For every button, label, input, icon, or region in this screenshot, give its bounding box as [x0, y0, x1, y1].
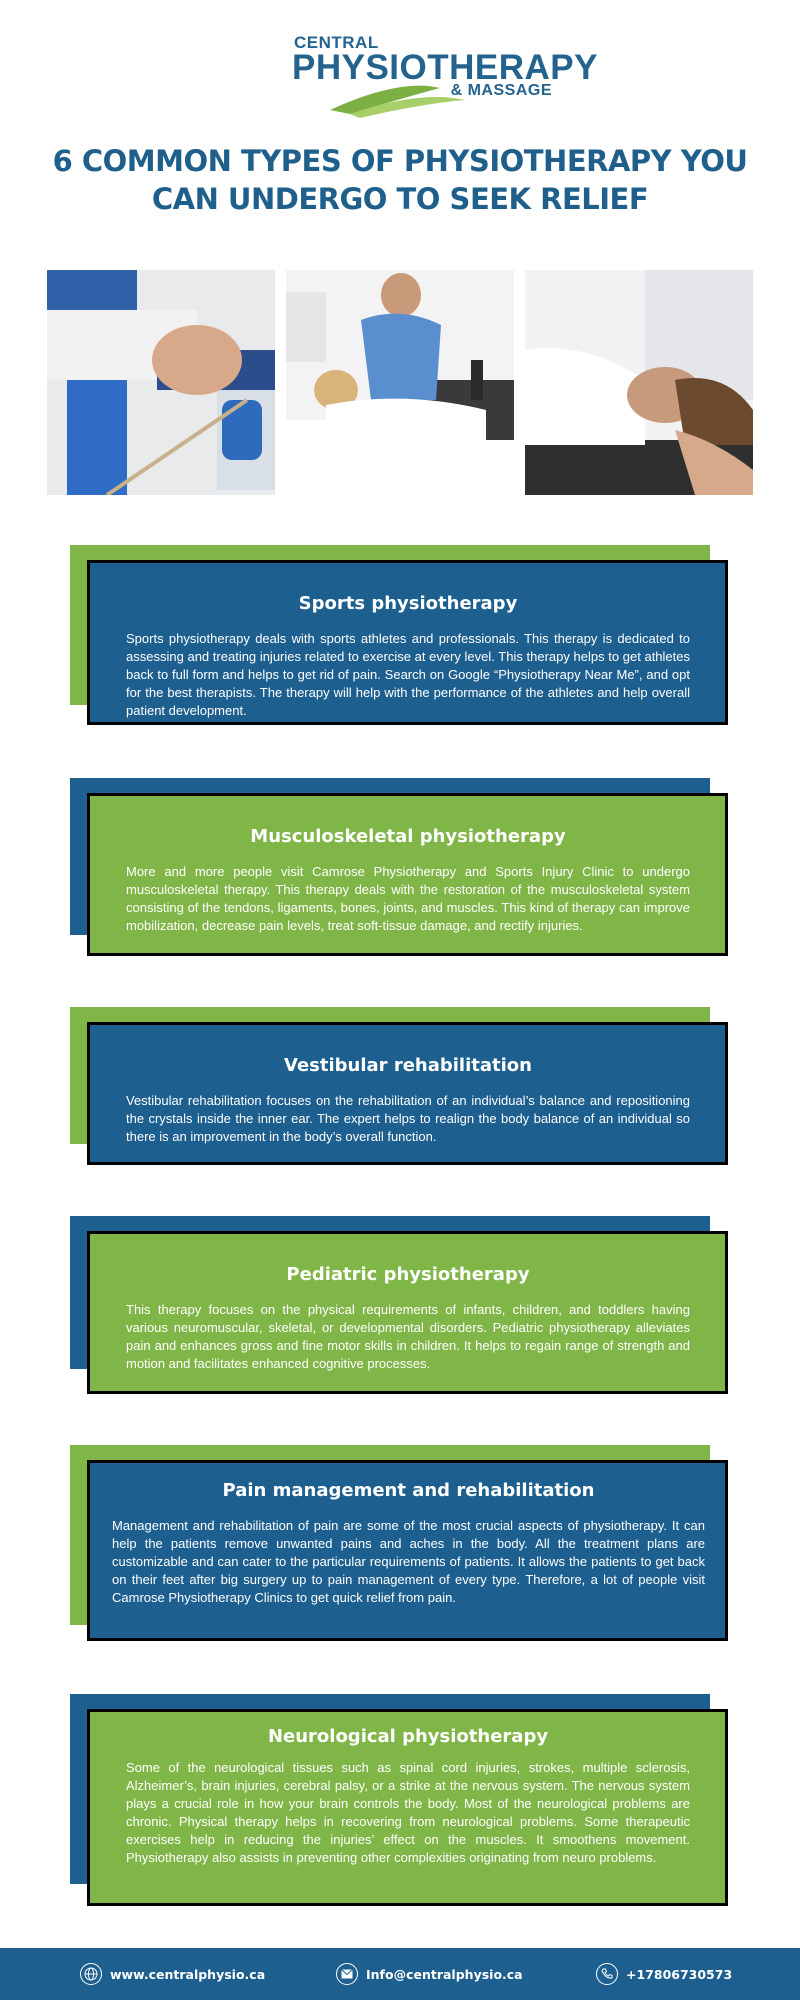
card-body: This therapy focuses on the physical requirements of infants, children, and toddlers having various neuromuscular, skeletal, or developmental disorders. Pediatric physiotherapy alleviates pain and enhances gross and fine motor skills in children. It helps to regain range of strength and motion and facilitates enhanced cognitive processes. [126, 1302, 690, 1371]
card-heading: Pediatric physiotherapy [286, 1264, 530, 1285]
card-front-panel [87, 1460, 728, 1641]
card-body: Sports physiotherapy deals with sports athletes and professionals. This therapy is dedicated to assessing and treating injuries related to exercise at every level. This therapy helps to get athletes back to full form and helps to get rid of pain. Search on Google “Physiotherapy Near Me”, and opt for the best therapists. The therapy will help with the performance of the athletes and help overall patient development. [126, 631, 690, 718]
card-front-panel [87, 1231, 728, 1394]
card-heading: Sports physiotherapy [298, 593, 518, 614]
card-pain-management [70, 1445, 730, 1645]
card-body: Vestibular rehabilitation focuses on the rehabilitation of an individual’s balance and repositioning the crystals inside the inner ear. The expert helps to realign the body balance of an individual so there is an improvement in the body’s overall function. [126, 1093, 690, 1144]
card-body: Some of the neurological tissues such as spinal cord injuries, strokes, multiple sclerosis, Alzheimer’s, brain injuries, cerebral palsy, or a strike at the nervous system. The nervous system plays a crucial role in how your brain controls the body. Most of the neurological problems are chronic. Physical therapy helps in recovering from neurological problems. Some therapeutic exercises help in reducing the injuries’ effect on the muscles. It smoothens movement. Physiotherapy also assists in preventing other complexities originating from neuro problems. [126, 1760, 690, 1865]
phone-link[interactable]: +17806730573 [626, 1966, 733, 1982]
phone-icon [596, 1963, 618, 1985]
card-front-panel [87, 793, 728, 956]
card-front-panel [87, 1022, 728, 1165]
card-heading: Vestibular rehabilitation [284, 1055, 532, 1076]
card-musculoskeletal-physiotherapy [70, 778, 730, 958]
website-link[interactable]: www.centralphysio.ca [110, 1966, 266, 1982]
neck-therapy-photo [525, 270, 753, 495]
card-front-panel [87, 1709, 728, 1906]
card-front-panel [87, 560, 728, 725]
footer-phone[interactable] [596, 1962, 732, 1986]
globe-icon [80, 1963, 102, 1985]
mail-icon [336, 1963, 358, 1985]
footer-email[interactable] [336, 1962, 523, 1986]
card-sports-physiotherapy [70, 545, 730, 725]
contact-footer [0, 1948, 800, 2000]
card-heading: Musculoskeletal physiotherapy [250, 826, 566, 847]
clinic-logo [290, 28, 598, 118]
card-neurological-physiotherapy [70, 1694, 730, 1914]
shoulder-therapy-photo [286, 270, 514, 495]
knee-therapy-photo [47, 270, 275, 495]
card-heading: Neurological physiotherapy [267, 1726, 549, 1747]
logo-line-massage: & MASSAGE [450, 82, 552, 99]
card-body: Management and rehabilitation of pain are some of the most crucial aspects of physiotherapy. It can help the patients remove unwanted pains and aches in the body. All the treatment plans are customizable and can cater to the particular requirements of patients. It allows the patients to get back on their feet after big surgery up to pain management of every type. Therefore, a lot of people visit Camrose Physiotherapy Clinics to get quick relief from pain. [112, 1518, 705, 1605]
card-vestibular-rehabilitation [70, 1007, 730, 1167]
logo-line-physiotherapy: PHYSIOTHERAPY [292, 48, 598, 87]
card-heading: Pain management and rehabilitation [222, 1480, 595, 1501]
footer-website[interactable] [80, 1962, 265, 1986]
card-pediatric-physiotherapy [70, 1216, 730, 1396]
email-link[interactable]: Info@centralphysio.ca [366, 1966, 523, 1982]
card-body: More and more people visit Camrose Physiotherapy and Sports Injury Clinic to undergo musculoskeletal therapy. This therapy deals with the restoration of the musculoskeletal system consisting of the tendons, ligaments, bones, joints, and muscles. This kind of therapy can improve mobilization, decrease pain levels, treat soft-tissue damage, and rectify injuries. [126, 864, 690, 933]
page-title: 6 COMMON TYPES OF PHYSIOTHERAPY YOU CAN UNDERGO TO SEEK RELIEF [52, 144, 748, 216]
logo-line-central: CENTRAL [294, 33, 379, 52]
